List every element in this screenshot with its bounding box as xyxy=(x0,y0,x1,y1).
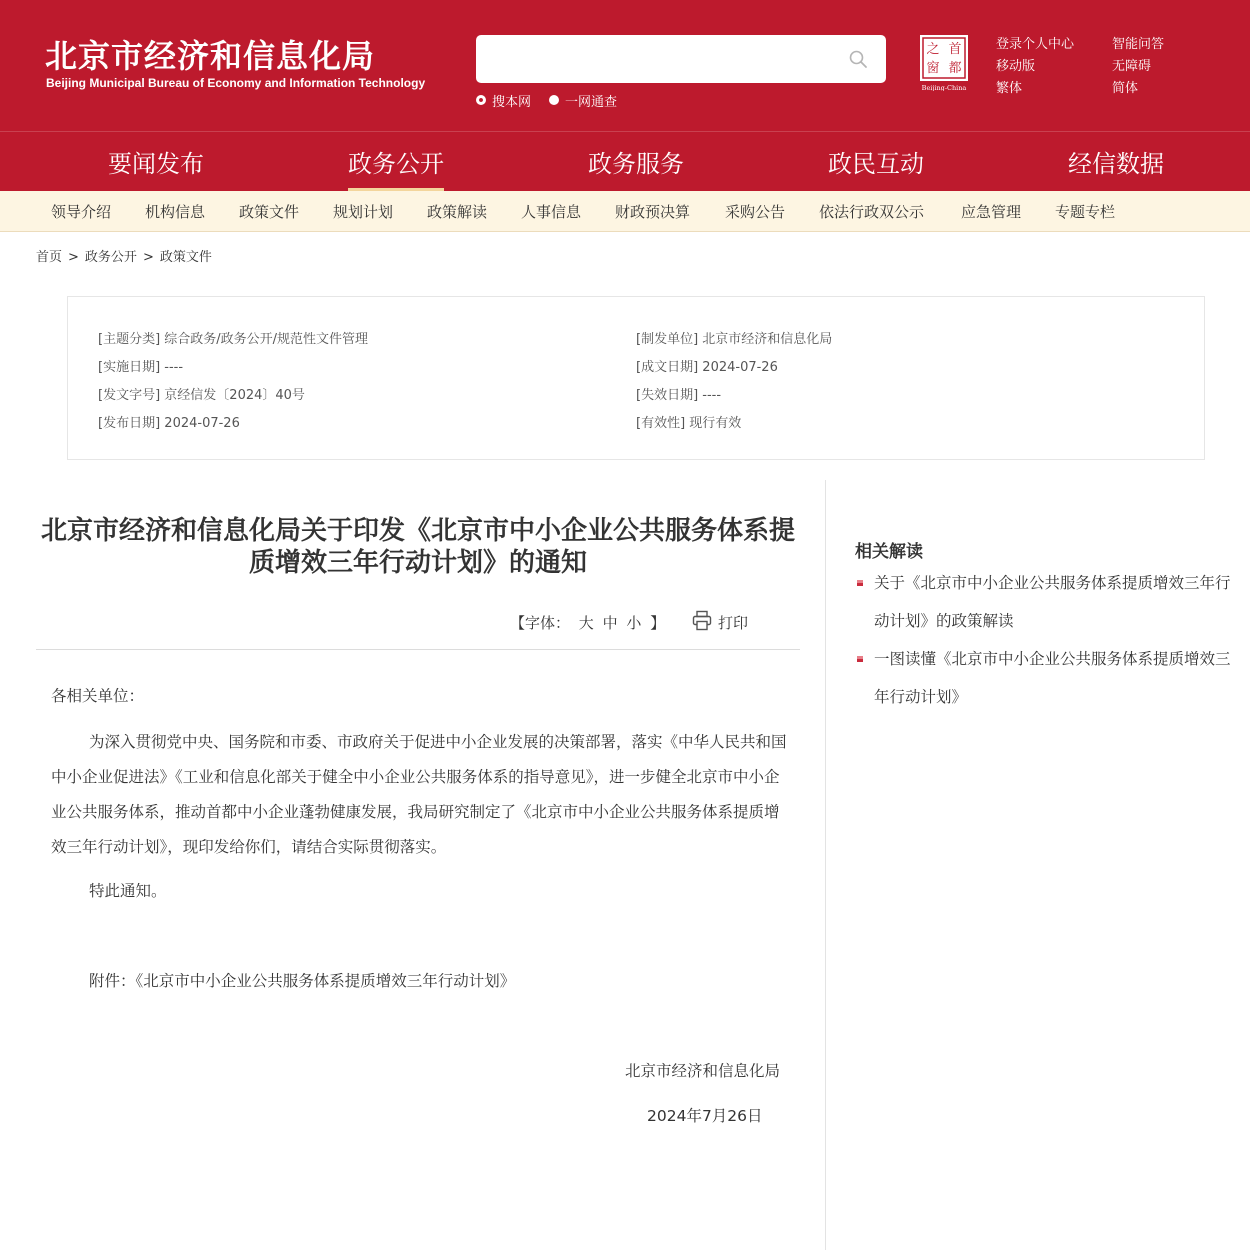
breadcrumb-policy-docs[interactable]: 政策文件 xyxy=(159,250,212,265)
scope-option-label: 搜本网 xyxy=(492,94,532,110)
info-label: [实施日期] xyxy=(98,360,161,375)
accessibility-link[interactable]: 无障碍 xyxy=(1112,59,1152,74)
sub-nav-item[interactable]: 规划计划 xyxy=(333,203,394,221)
info-doc-number xyxy=(98,384,305,403)
sub-nav-item[interactable]: 采购公告 xyxy=(725,203,786,221)
sub-nav-item[interactable]: 人事信息 xyxy=(521,203,582,221)
info-label: [制发单位] xyxy=(636,332,699,347)
mobile-version-link[interactable]: 移动版 xyxy=(996,59,1036,74)
info-value: 京经信发〔2024〕40号 xyxy=(164,388,305,403)
info-effective-date xyxy=(98,356,183,375)
search-box xyxy=(476,35,886,83)
breadcrumb-separator: > xyxy=(68,250,79,265)
radio-unselected-icon xyxy=(549,95,559,105)
logo-caption: Beijing-China xyxy=(921,84,967,91)
info-label: [发布日期] xyxy=(98,416,161,431)
article-date: 2024年7月26日 xyxy=(647,1107,763,1125)
info-value: 2024-07-26 xyxy=(164,416,240,431)
column-divider xyxy=(825,480,826,1250)
font-size-close: 】 xyxy=(650,614,666,632)
traditional-chinese-link[interactable]: 繁体 xyxy=(996,81,1023,96)
font-size-small[interactable]: 小 xyxy=(626,614,642,632)
info-publish-date xyxy=(98,412,240,431)
sub-nav-item[interactable]: 机构信息 xyxy=(145,203,206,221)
info-label: [成文日期] xyxy=(636,360,699,375)
main-nav-news[interactable]: 要闻发布 xyxy=(108,150,204,178)
info-validity xyxy=(636,412,741,431)
article-signature: 北京市经济和信息化局 xyxy=(625,1062,781,1080)
sub-nav xyxy=(0,191,1250,232)
related-interpretations-title: 相关解读 xyxy=(855,542,923,562)
simplified-chinese-link[interactable]: 简体 xyxy=(1112,81,1139,96)
site-subtitle: Beijing Municipal Bureau of Economy and Information Technology xyxy=(46,76,426,90)
logo-char: 都 xyxy=(948,61,962,76)
search-icon[interactable] xyxy=(848,49,868,69)
info-value: 综合政务/政务公开/规范性文件管理 xyxy=(164,332,369,347)
sub-nav-item[interactable]: 专题专栏 xyxy=(1055,203,1116,221)
site-header xyxy=(0,0,1250,131)
logo-char: 窗 xyxy=(926,61,940,76)
sub-nav-item[interactable]: 政策文件 xyxy=(239,203,300,221)
main-nav-services[interactable]: 政务服务 xyxy=(588,150,684,178)
font-size-label: 【字体： xyxy=(510,614,571,632)
breadcrumb-home[interactable]: 首页 xyxy=(36,250,63,265)
article-paragraph: 为深入贯彻党中央、国务院和市委、市政府关于促进中小企业发展的决策部署，落实《中华人民共和国中小企业促进法》《工业和信息化部关于健全中小企业公共服务体系的指导意见》，进一步健全北京市中小企业公共服务体系，推动首都中小企业蓬勃健康发展，我局研究制定了《北京市中小企业公共服务体系提质增效三年行动计划》，现印发给你们，请结合实际贯彻落实。 xyxy=(51,733,787,856)
main-nav-data[interactable]: 经信数据 xyxy=(1068,150,1164,178)
bullet-icon xyxy=(856,579,864,587)
font-size-controls xyxy=(508,612,667,633)
info-label: [有效性] xyxy=(636,416,686,431)
main-nav-interaction[interactable]: 政民互动 xyxy=(828,150,924,178)
sub-nav-item[interactable]: 政策解读 xyxy=(427,203,488,221)
printer-icon[interactable] xyxy=(692,610,712,631)
article-attachment-link[interactable]: 附件：《北京市中小企业公共服务体系提质增效三年行动计划》 xyxy=(89,972,516,990)
logo-char: 之 xyxy=(926,42,940,57)
article-salutation: 各相关单位： xyxy=(51,687,145,705)
info-label: [发文字号] xyxy=(98,388,161,403)
info-value: ---- xyxy=(164,360,184,375)
scope-option-label: 一网通查 xyxy=(565,94,618,110)
main-nav-gov-affairs[interactable]: 政务公开 xyxy=(348,150,444,178)
scope-option-site[interactable] xyxy=(476,91,531,109)
info-label: [失效日期] xyxy=(636,388,699,403)
info-created-date xyxy=(636,356,778,375)
article-divider xyxy=(36,649,800,650)
info-topic xyxy=(98,328,368,347)
info-expiry-date xyxy=(636,384,721,403)
info-label: [主题分类] xyxy=(98,332,161,347)
sub-nav-item[interactable]: 财政预决算 xyxy=(615,203,691,221)
info-value: 现行有效 xyxy=(689,416,742,431)
breadcrumb-separator: > xyxy=(142,250,154,265)
info-value: ---- xyxy=(702,388,722,403)
main-nav xyxy=(0,131,1250,191)
document-info-box xyxy=(67,296,1205,460)
print-button[interactable]: 打印 xyxy=(718,614,749,632)
sub-nav-item[interactable]: 依法行政双公示 xyxy=(819,203,925,221)
info-value: 2024-07-26 xyxy=(702,360,778,375)
sub-nav-item[interactable]: 领导介绍 xyxy=(51,203,112,221)
font-size-large[interactable]: 大 xyxy=(578,614,594,632)
info-issuer xyxy=(636,328,832,347)
scope-option-all[interactable] xyxy=(549,91,617,109)
breadcrumb xyxy=(36,246,212,265)
related-link-infographic[interactable]: 一图读懂《北京市中小企业公共服务体系提质增效三年行动计划》 xyxy=(874,650,1231,706)
related-link-policy-interpretation[interactable]: 关于《北京市中小企业公共服务体系提质增效三年行动计划》的政策解读 xyxy=(874,574,1231,630)
font-size-medium[interactable]: 中 xyxy=(602,614,618,632)
sub-nav-item[interactable]: 应急管理 xyxy=(961,203,1022,221)
bullet-icon xyxy=(856,655,864,663)
login-link[interactable]: 登录个人中心 xyxy=(996,37,1075,52)
info-value: 北京市经济和信息化局 xyxy=(702,332,833,347)
article-title: 北京市经济和信息化局关于印发《北京市中小企业公共服务体系提质增效三年行动计划》的通知 xyxy=(40,516,795,578)
logo-char: 首 xyxy=(948,42,962,57)
search-input[interactable] xyxy=(476,35,836,83)
smart-qa-link[interactable]: 智能问答 xyxy=(1112,37,1165,52)
site-title[interactable]: 北京市经济和信息化局 xyxy=(45,37,376,75)
breadcrumb-gov-affairs[interactable]: 政务公开 xyxy=(84,250,137,265)
radio-selected-icon xyxy=(476,95,486,105)
article-closing: 特此通知。 xyxy=(89,882,167,900)
capital-window-logo[interactable] xyxy=(918,33,970,91)
